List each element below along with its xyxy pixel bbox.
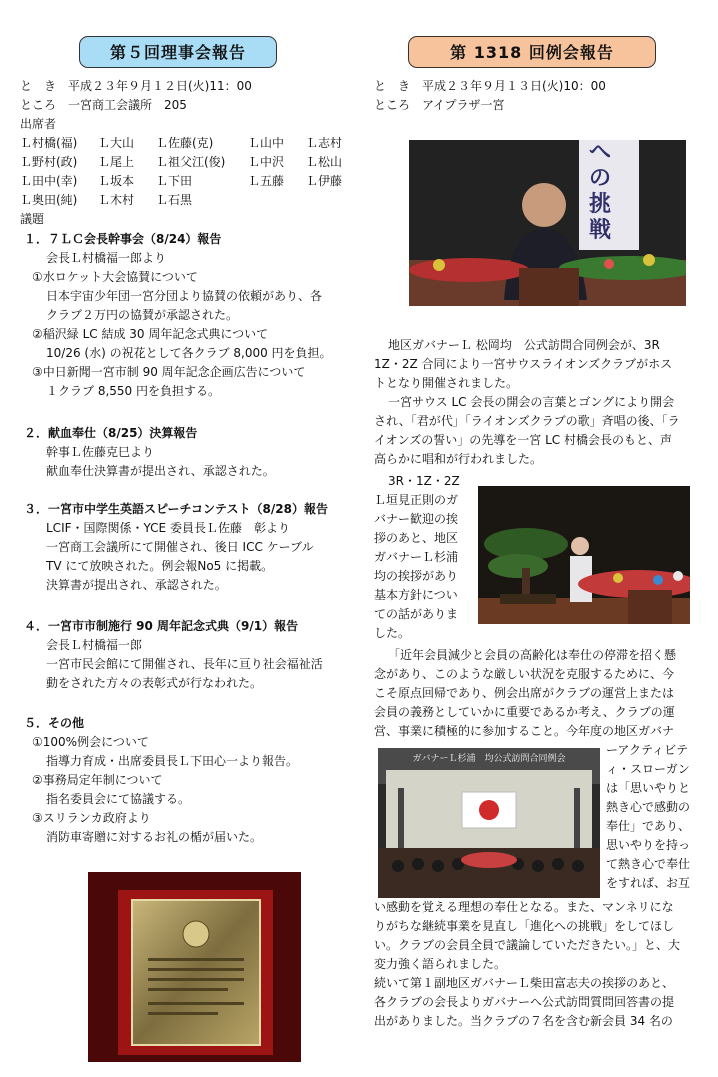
agenda-line: クラブ２万円の協賛が承認された。	[46, 308, 239, 322]
agenda-line: 消防車寄贈に対するお礼の楯が届いた。	[46, 830, 263, 844]
text-line: 念があり、このような厳しい状況を克服するために、今	[374, 667, 675, 681]
agenda-line: 決算書が提出され、承認された。	[46, 578, 227, 592]
text-line: ーアクティビテ	[606, 743, 689, 757]
board-meeting-section	[20, 77, 360, 229]
agenda-line: ①100%例会について	[32, 735, 149, 749]
text-line: トとなり開催されました。	[374, 376, 519, 390]
agenda-item-heading: ５．その他	[24, 716, 85, 730]
hall-banner-text: ガバナーＬ杉浦 均公式訪問合同例会	[412, 754, 566, 764]
attendee-roster	[20, 134, 360, 210]
attendee: Ｌ大山	[98, 136, 135, 150]
hall-image	[378, 748, 600, 898]
agenda-line: TV にて放映された。例会報No5 に掲載。	[46, 559, 274, 573]
text-line: い。クラブの会員全員で議論していただきたい。」と、大	[374, 938, 681, 952]
agenda-line: ①水ロケット大会協賛について	[32, 270, 198, 284]
agenda-line: 指名委員会にて協議する。	[46, 792, 191, 806]
text-line: 均の挨拶があり	[374, 569, 459, 583]
agenda-line: １クラブ 8,550 円を負担する。	[46, 384, 220, 398]
attendee: Ｌ志村	[306, 136, 343, 150]
meeting-paragraph-4	[606, 741, 698, 893]
text-line: 基本方針につい	[374, 588, 458, 602]
text-line: 3R・1Z・2Z	[388, 474, 460, 488]
text-line: 奉仕」であり、	[606, 819, 691, 833]
board-date: と き 平成２３年９月１２日(火)11：00	[20, 79, 252, 93]
agenda-line: 献血奉仕決算書が提出され、承認された。	[46, 464, 275, 478]
hall-photo	[378, 748, 600, 898]
attendee: Ｌ山中	[248, 136, 285, 150]
meeting-paragraph-2	[374, 472, 474, 643]
text-line: い感動を覚える理想の奉仕となる。また、マンネリにな	[374, 900, 674, 914]
text-line: りがちな継続事業を見直し「進化への挑戦」をしてほし	[374, 919, 675, 933]
agenda-item-5	[24, 714, 364, 847]
meeting-place: ところ アイプラザ一宮	[374, 98, 505, 112]
text-line: 変力強く語られました。	[374, 957, 507, 971]
agenda-line: 一宮市民会館にて開催され、長年に亘り社会福祉活	[46, 657, 323, 671]
agenda-line: ②事務局定年制について	[32, 773, 163, 787]
agenda-item-2	[24, 424, 364, 481]
agenda-item-heading: １．７ＬＣ会長幹事会（8/24）報告	[24, 232, 222, 246]
attendee: Ｌ佐藤(克)	[156, 136, 214, 150]
board-meeting-title: 第５回理事会報告	[79, 36, 277, 68]
attendee: Ｌ伊藤	[306, 174, 343, 188]
text-line: 拶のあと、地区	[374, 531, 459, 545]
governor-image	[478, 486, 690, 624]
agenda-line: ③スリランカ政府より	[32, 811, 151, 825]
text-line: 地区ガバナーＬ 松岡均 公式訪問合同例会が、3R	[388, 338, 660, 352]
attendee: Ｌ田中(幸)	[20, 174, 78, 188]
text-line: て熱き心で奉仕	[606, 857, 691, 871]
agenda-line: 会長Ｌ村橋福一郎	[46, 638, 143, 652]
text-line: 高らかに唱和が行われました。	[374, 452, 543, 466]
agenda-line: ③中日新聞一宮市制 90 周年記念企画広告について	[32, 365, 306, 379]
agenda-label: 議題	[20, 212, 45, 226]
text-line: した。	[374, 626, 411, 640]
agenda-line: LCIF・国際関係・YCE 委員長Ｌ佐藤 彰より	[46, 521, 290, 535]
agenda-item-heading: ２．献血奉仕（8/25）決算報告	[24, 426, 198, 440]
text-line: 営、事業に積極的に参加すること。今年度の地区ガバナ	[374, 724, 675, 738]
text-line: 思いやりを持っ	[606, 838, 691, 852]
attendee: Ｌ中沢	[248, 155, 285, 169]
speaker-photo	[409, 140, 686, 306]
attendee: Ｌ下田	[156, 174, 193, 188]
text-line: ィ・スローガン	[606, 762, 690, 776]
agenda-item-1	[24, 230, 364, 401]
board-place: ところ 一宮商工会議所 205	[20, 98, 187, 112]
attendee: Ｌ松山	[306, 155, 343, 169]
plaque-image	[88, 872, 301, 1062]
attendee: Ｌ野村(政)	[20, 155, 78, 169]
agenda-line: 会長Ｌ村橋福一郎より	[46, 251, 167, 265]
agenda-line: ②稲沢緑 LC 結成 30 周年記念式典について	[32, 327, 269, 341]
text-line: イオンズの誓い」の先導を一宮 LC 村橋会長のもと、声	[374, 433, 672, 447]
agenda-line: 10/26 (水) の祝花として各クラブ 8,000 円を負担。	[46, 346, 332, 360]
agenda-line: 指導力育成・出席委員長Ｌ下田心一より報告。	[46, 754, 299, 768]
attendee: Ｌ坂本	[98, 174, 135, 188]
text-line: 会員の義務としていかに重要であるか考え、クラブの運	[374, 705, 675, 719]
governor-photo	[478, 486, 690, 624]
meeting-info	[374, 77, 694, 115]
agenda-item-heading: ４．一宮市市制施行 90 周年記念式典（9/1）報告	[24, 619, 299, 633]
stage-sign-text: への挑戦	[589, 140, 612, 243]
agenda-line: 動をされた方々の表彰式が行なわれた。	[46, 676, 263, 690]
agenda-line: 一宮商工会議所にて開催され、後日 ICC ケーブル	[46, 540, 314, 554]
attendee: Ｌ尾上	[98, 155, 135, 169]
attendees-label: 出席者	[20, 117, 57, 131]
text-line: 一宮サウス LC 会長の開会の言葉とゴングにより開会	[388, 395, 675, 409]
text-line: 1Z・2Z 合同により一宮サウスライオンズクラブがホス	[374, 357, 673, 371]
text-line: 続いて第１副地区ガバナーＬ柴田富志夫の挨拶のあと、	[374, 976, 675, 990]
text-line: こそ原点回帰であり、例会出席がクラブの運営上または	[374, 686, 675, 700]
text-line: Ｌ垣見正則のガ	[374, 493, 459, 507]
text-line: ての話がありま	[374, 607, 459, 621]
agenda-line: 幹事Ｌ佐藤克巳より	[46, 445, 155, 459]
text-line: 「近年会員減少と会員の高齢化は奉仕の停滞を招く懸	[388, 648, 677, 662]
agenda-item-4	[24, 617, 364, 693]
meeting-paragraph-5	[374, 898, 694, 1031]
attendee: Ｌ祖父江(俊)	[156, 155, 226, 169]
meeting-paragraph-3	[374, 646, 692, 741]
attendee: Ｌ奥田(純)	[20, 193, 78, 207]
agenda-item-heading: ３．一宮市中学生英語スピーチコンテスト（8/28）報告	[24, 502, 328, 516]
text-line: され、「君が代」「ライオンズクラブの歌」斉唱の後、「ラ	[374, 414, 680, 428]
text-line: 出がありました。当クラブの７名を含む新会員 34 名の	[374, 1014, 673, 1028]
plaque-photo	[88, 872, 301, 1062]
text-line: バナー歓迎の挨	[374, 512, 459, 526]
meeting-paragraph-1	[374, 336, 692, 469]
text-line: ガバナーＬ杉浦	[374, 550, 459, 564]
attendee: Ｌ木村	[98, 193, 135, 207]
text-line: は「思いやりと	[606, 781, 691, 795]
meeting-report-title: 第 1318 回例会報告	[408, 36, 656, 68]
agenda-item-3	[24, 500, 364, 595]
attendee: Ｌ五藤	[248, 174, 285, 188]
attendee: Ｌ石黒	[156, 193, 193, 207]
text-line: 各クラブの会長よりガバナーへ公式訪問質問回答書の提	[374, 995, 675, 1009]
meeting-date: と き 平成２３年９月１３日(火)10：00	[374, 79, 606, 93]
text-line: 熱き心で感動の	[606, 800, 691, 814]
speaker-image	[409, 140, 686, 306]
agenda-line: 日本宇宙少年団一宮分団より協賛の依頼があり、各	[46, 289, 323, 303]
attendee: Ｌ村橋(福)	[20, 136, 78, 150]
text-line: をすれば、お互	[606, 876, 691, 890]
